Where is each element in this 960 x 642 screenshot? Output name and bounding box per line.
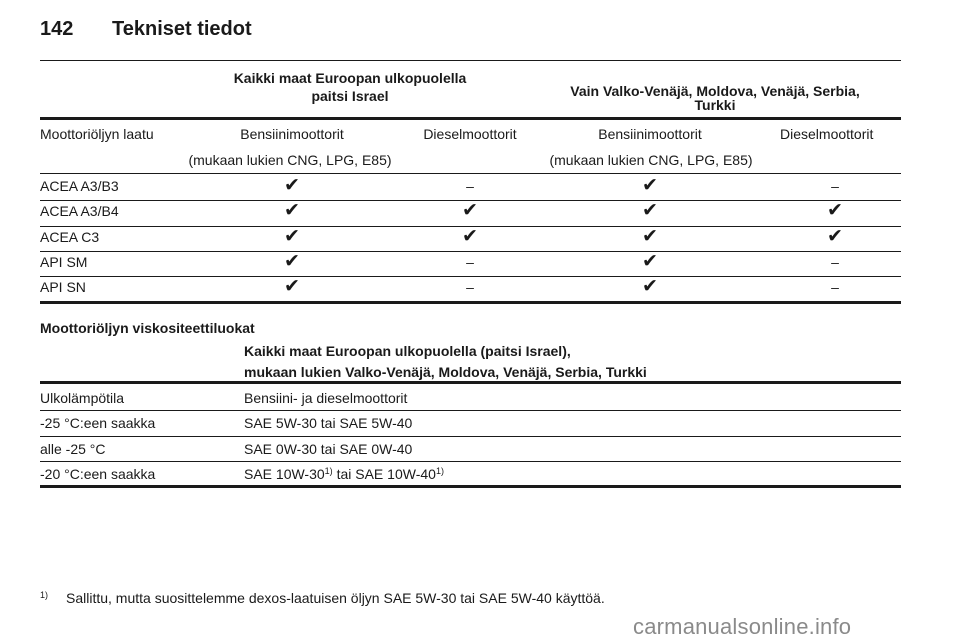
viscosity-col-temp-header: Ulkolämpötila: [40, 390, 125, 406]
check-icon: ✔: [642, 251, 658, 272]
check-icon: ✔: [284, 226, 300, 247]
column-subheader: (mukaan lukien CNG, LPG, E85): [549, 152, 753, 168]
check-icon: ✔: [462, 226, 478, 247]
dash-mark: –: [466, 279, 474, 295]
oil-row-label: ACEA A3/B3: [40, 178, 119, 194]
oil-row-label: API SN: [40, 279, 86, 295]
dash-mark: –: [831, 254, 839, 270]
viscosity-top-rule: [40, 381, 901, 384]
group-header-line: Turkki: [694, 97, 736, 113]
viscosity-row-grade: [244, 466, 444, 482]
viscosity-col-engine-header: Bensiini- ja dieselmoottorit: [244, 390, 408, 406]
check-icon: ✔: [642, 200, 658, 221]
group-header-outside-europe: [200, 70, 500, 104]
viscosity-bottom-rule: [40, 485, 901, 488]
row-rule: [40, 276, 901, 277]
oil-row-label: ACEA A3/B4: [40, 203, 119, 219]
row-rule: [40, 410, 901, 411]
check-icon: ✔: [284, 200, 300, 221]
check-icon: ✔: [642, 175, 658, 196]
check-icon: ✔: [462, 200, 478, 221]
row-rule: [40, 436, 901, 437]
column-subheader: (mukaan lukien CNG, LPG, E85): [188, 152, 392, 168]
viscosity-header-line1: Kaikki maat Euroopan ulkopuolella (paitsi Israel),: [244, 343, 571, 359]
watermark: carmanualsonline.info: [633, 614, 852, 639]
dash-mark: –: [466, 178, 474, 194]
check-icon: ✔: [642, 276, 658, 297]
grade-text: tai SAE 10W-40: [332, 466, 436, 482]
column-header-diesel: Dieselmoottorit: [423, 126, 517, 142]
page-header: [40, 18, 252, 41]
check-icon: ✔: [827, 200, 843, 221]
viscosity-row-grade: [244, 441, 412, 457]
footnote: [40, 590, 605, 606]
table-bottom-rule: [40, 301, 901, 304]
dash-mark: –: [466, 254, 474, 270]
footnote-text: Sallittu, mutta suosittelemme dexos-laatuisen öljyn SAE 5W-30 tai SAE 5W-40 käyttöä.: [66, 590, 605, 606]
viscosity-row-temp: alle -25 °C: [40, 441, 106, 457]
footnote-ref: 1): [324, 466, 333, 476]
group-header-line: Kaikki maat Euroopan ulkopuolella: [233, 70, 467, 86]
group-header-eastern: [530, 84, 900, 112]
row-rule: [40, 251, 901, 252]
column-header-petrol: Bensiinimoottorit: [240, 126, 344, 142]
page-number: 142: [40, 18, 74, 40]
viscosity-header-line2: mukaan lukien Valko-Venäjä, Moldova, Venäjä, Serbia, Turkki: [244, 364, 647, 380]
group-header-line: paitsi Israel: [311, 88, 389, 104]
header-rule: [40, 60, 901, 61]
viscosity-section-title: Moottoriöljyn viskositeettiluokat: [40, 320, 255, 336]
footnote-ref: 1): [435, 466, 444, 476]
dash-mark: –: [831, 178, 839, 194]
column-header-petrol: Bensiinimoottorit: [598, 126, 702, 142]
check-icon: ✔: [642, 226, 658, 247]
check-icon: ✔: [827, 226, 843, 247]
viscosity-row-temp: -25 °C:een saakka: [40, 415, 156, 431]
check-icon: ✔: [284, 276, 300, 297]
oil-row-label: ACEA C3: [40, 229, 100, 245]
grade-text: SAE 5W-30 tai SAE 5W-40: [244, 415, 413, 431]
viscosity-row-temp: -20 °C:een saakka: [40, 466, 156, 482]
column-header-diesel: Dieselmoottorit: [780, 126, 874, 142]
dash-mark: –: [831, 279, 839, 295]
grade-text: SAE 10W-30: [244, 466, 325, 482]
row-rule: [40, 461, 901, 462]
check-icon: ✔: [284, 251, 300, 272]
grade-text: SAE 0W-30 tai SAE 0W-40: [244, 441, 413, 457]
row-rule: [40, 173, 901, 174]
viscosity-row-grade: [244, 415, 412, 431]
group-header-line: Vain Valko-Venäjä, Moldova, Venäjä, Serbia,: [570, 83, 860, 99]
column-header-oil-quality: Moottoriöljyn laatu: [40, 126, 154, 142]
check-icon: ✔: [284, 175, 300, 196]
table-top-rule: [40, 117, 901, 120]
footnote-marker: 1): [40, 590, 49, 600]
page-title: Tekniset tiedot: [112, 18, 252, 40]
oil-row-label: API SM: [40, 254, 88, 270]
